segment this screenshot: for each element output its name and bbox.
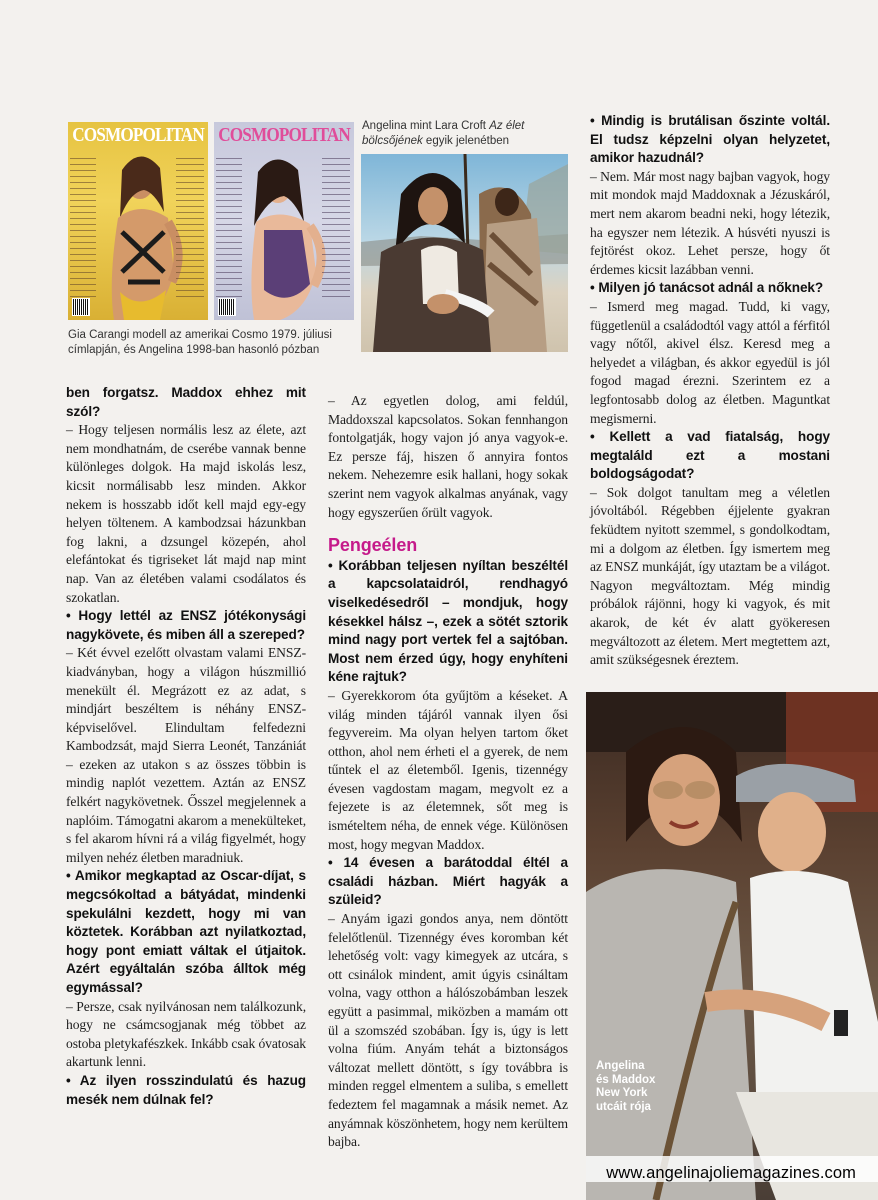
cover-headlines (176, 158, 204, 298)
cover-headlines (322, 158, 350, 298)
interview-answer: – Az egyetlen dolog, ami feldúl, Maddoxszal kapcsolatos. Sokan fennhangon fontolgatják, hogy vajon jó anya vagyok-e. Ez persze fáj, hiszen ő annyira fontos nekem. Nehezemre esik hallani, hogy sokak szerint nem vagyok alkalmas anyának, vagy hogy egyszerűen őrült vagyok. (328, 393, 568, 520)
photo-illustration (586, 692, 878, 1200)
interview-answer: – Két évvel ezelőtt olvastam valami ENSZ-kiadványban, hogy a világon húszmillió menekült él. Megrázott ez az adat, s mindjárt beszéltem is néhány ENSZ-képviselővel. Elindultam felfedezni Kambodzsát, majd Sierra Leonét, Tanzániát – ezeken az utakon s az összes többin is mindig naplót vezettem. Aztán az ENSZ felkért nagykövetnek. Ősszel megjelennek a naplóim. Támogatni akarom a menekülteket, s fel akarom hívni rá a világ figyelmét, hogy milyen nehéz életben maradniuk. (66, 645, 306, 865)
cover-masthead: COSMOPOLITAN (72, 124, 204, 146)
interview-question: • Milyen jó tanácsot adnál a nőknek? (590, 280, 824, 296)
interview-answer: – Anyám igazi gondos anya, nem döntött felelőtlenül. Tizennégy éves koromban két lehetőség volt: vagy kimegyek az utcára, s ott csinálok mindent, amit úgyis csináltam volna, vagy otthon a hálószobámban leszek együtt a pasimmal, miközben a mamám ott ül a szomszéd szobában. Így is, úgy is lett volna fiúm. Anyám tehát a biztonságos változat mellett döntött, s így továbbra is minden reggel elmentem a suliba, s emellett fedeztem fel magamnak a másik nemet. Az anyámnak köszönhetem, hogy nem kerültem bajba. (328, 911, 568, 1150)
interview-answer: – Hogy teljesen normális lesz az élete, azt nem mondhatnám, de cserébe vannak benne különleges dolgok. Ha majd iskolás lesz, kicsit normálisabb lesz minden. Akkor nekem is hosszabb időt kell majd egy-egy helyen töltenem. A kambodzsai házunkban fog lakni, a dzsungel közepén, ahol elefántokat és tigriseket lát majd nap mint nap. Van az életében valami csodálatos és szokatlan. (66, 422, 306, 605)
interview-question: • Korábban teljesen nyíltan beszéltél a kapcsolataidról, rendhagyó viselkedésedről – mondjuk, hogy késekkel hálsz –, ezek a sötét sztorik mind nagy port vertek fel a sajtóban. Most nem érzed úgy, hogy enyhíteni kéne rajtuk? (328, 557, 568, 685)
interview-answer: – Nem. Már most nagy bajban vagyok, hogy mit mondok majd Maddoxnak a Jézuskáról, mert nem akarom beadni neki, hogy létezik, ha egyszer nem létezik. A húsvéti nyuszi is fejtörést okoz. Lehet persze, hogy őt érdemes kicsit lazábban venni. (590, 168, 830, 277)
caption-line: Angelina (596, 1060, 645, 1072)
article-column-3 (590, 112, 830, 670)
angelina-maddox-photo (586, 692, 878, 1200)
interview-question: • Mindig is brutálisan őszinte voltál. El tudsz képzelni olyan helyzetet, amikor hazudnál? (590, 113, 830, 166)
interview-answer: – Gyerekkorom óta gyűjtöm a késeket. A világ minden tájáról vannak ilyen ősi fegyvereim. Ma olyan helyen tartom őket otthon, ahol nem érheti el a gyerek, de nem tűntek el az életemből. Igenis, tizennégy évesen vagdostam magam, megvolt ez a fejezete is az életemnek, sőt meg is ismételtem néha, de ennek vége. Különösen most, hogy megvan Maddox. (328, 687, 568, 852)
cosmopolitan-cover-1998 (214, 122, 354, 320)
caption-text: Angelina mint Lara Croft (362, 120, 490, 132)
section-heading: Pengeélen (328, 535, 418, 556)
interview-question: • 14 évesen a barátoddal éltél a családi házban. Miért hagyák a szüleid? (328, 855, 568, 908)
interview-question: ben forgatsz. Maddox ehhez mit szól? (66, 385, 306, 419)
cover-headlines (70, 158, 96, 298)
article-column-2 (328, 392, 568, 1152)
caption-line: címlapján, és Angelina 1998-ban hasonló pózban (68, 344, 320, 356)
covers-caption (68, 328, 368, 358)
interview-answer: – Ismerd meg magad. Tudd, ki vagy, függetlenül a családodtól vagy attól a férfitól vagy nőtől, akivel élsz. Keresd meg a helyedet a világban, és akkor egyedül is jól fogod magad érezni. Szerintem ez a legfontosabb dolog az életben. Maguntkat megismerni. (590, 298, 830, 426)
interview-answer: – Sok dolgot tanultam meg a véletlen jóvoltából. Régebben éjjelente gyakran feküdtem nyitott szemmel, s gondolkodtam, mi a dolgom az életben. Így ismertem meg az ENSZ munkáját, így utaztam be a világot. Nagyon megváltoztam. Még mindig próbálok rájönni, hogy ki vagyok, és mit akarok, de két év alatt gyökeresen megváltozott az életem. Mert megtettem azt, amit szükségesnek éreztem. (590, 484, 830, 668)
website-watermark: www.angelinajoliemagazines.com (606, 1164, 856, 1182)
maddox-caption (596, 1060, 655, 1114)
article-column-1 (66, 384, 306, 1109)
caption-text: egyik jelenétben (422, 135, 510, 147)
interview-question: • Amikor megkaptad az Oscar-díjat, s megcsókoltad a bátyádat, mindenki spekulálni kezdett, hogy mi van köztetek. Korábban azt nyilatkoztad, hogy pont emiatt váltak el útjaitok. Azért egyáltalán szóba álltok még egymással? (66, 868, 306, 995)
croft-caption (362, 119, 577, 149)
cover-masthead: COSMOPOLITAN (218, 124, 350, 146)
caption-film-title: bölcsőjének (362, 135, 423, 147)
interview-question: • Kellett a vad fiatalság, hogy megtaláld ezt a mostani boldogságodat? (590, 429, 830, 482)
barcode-icon (72, 298, 90, 316)
film-still-illustration (361, 154, 568, 352)
caption-line: és Maddox (596, 1073, 656, 1086)
interview-answer: – Persze, csak nyilvánosan nem találkozunk, hogy ne csámcsogjanak még többet az ostoba pletykafészkek. Inkább csak óvatosak akartunk lenni. (66, 998, 306, 1070)
lara-croft-film-still (361, 154, 568, 352)
caption-line: utcáit rója (596, 1100, 651, 1113)
interview-question: • Hogy lettél az ENSZ jótékonysági nagykövete, és miben áll a szereped? (66, 608, 306, 642)
interview-question: • Az ilyen rosszindulatú és hazug mesék nem dúlnak fel? (66, 1072, 306, 1107)
caption-line: New York (596, 1087, 648, 1099)
caption-film-title: Az élet (489, 120, 525, 132)
cover-headlines (216, 158, 242, 298)
cosmopolitan-cover-1979 (68, 122, 208, 320)
caption-line: Gia Carangi modell az amerikai Cosmo 1979. júliusi (68, 329, 332, 341)
barcode-icon (218, 298, 236, 316)
